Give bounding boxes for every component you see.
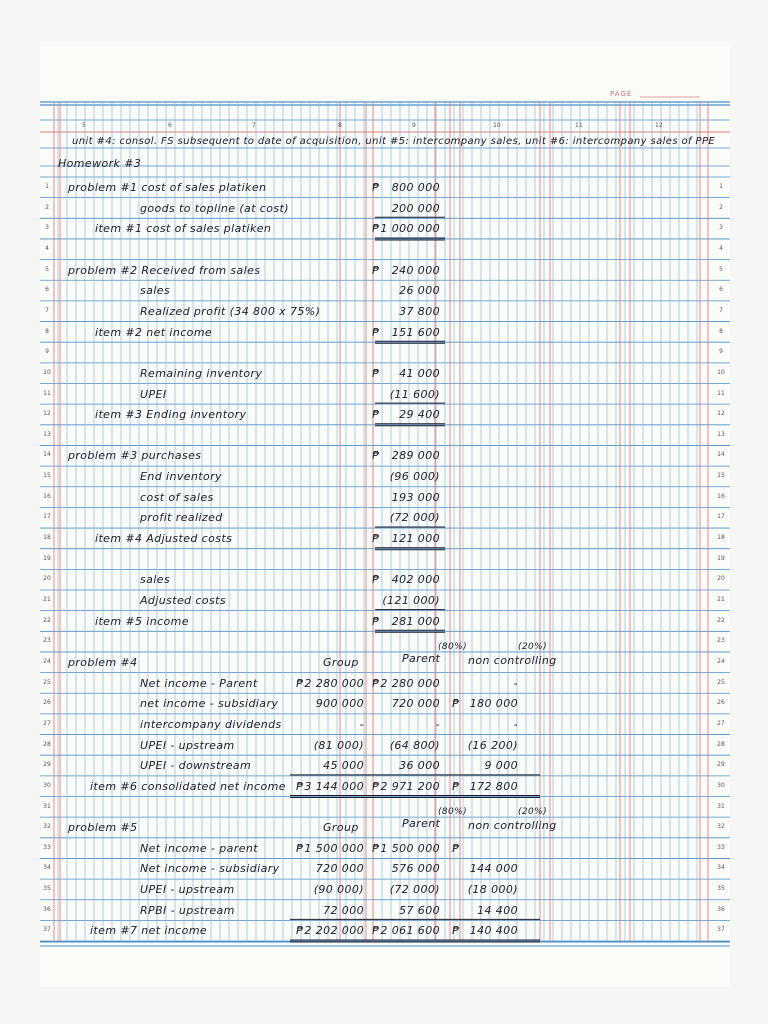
row-number-right: 3 — [719, 224, 723, 232]
row-label: net income - subsidiary — [140, 697, 279, 711]
row-number-right: 13 — [717, 430, 725, 438]
row-number-right: 7 — [719, 306, 723, 314]
row-number-right: 31 — [717, 802, 725, 810]
entry-amount: 193 000 — [391, 490, 440, 504]
row-number-left: 21 — [43, 596, 51, 603]
currency-symbol: ₱ — [372, 408, 380, 422]
group-amount: - — [359, 717, 364, 731]
parent-amount: 36 000 — [399, 759, 440, 773]
row-number-right: 29 — [717, 761, 725, 769]
row-number-left: 32 — [43, 823, 51, 831]
entry-amount: 402 000 — [391, 573, 440, 587]
parent-amount: 2 971 200 — [380, 779, 440, 793]
entry-amount: 200 000 — [391, 201, 440, 215]
group-amount: 45 000 — [323, 759, 364, 773]
currency-symbol: ₱ — [296, 779, 304, 793]
row-label: Net income - Parent — [140, 676, 258, 690]
row-label: UPEI - upstream — [140, 883, 235, 897]
column-number: 8 — [338, 122, 342, 129]
entry-label: goods to topline (at cost) — [140, 201, 289, 215]
row-label: RPBI - upstream — [140, 903, 235, 917]
row-number-left: 34 — [43, 864, 51, 872]
group-amount: 720 000 — [315, 862, 364, 876]
currency-symbol: ₱ — [372, 924, 380, 938]
entry-label: sales — [140, 573, 171, 587]
currency-symbol: ₱ — [452, 779, 460, 793]
row-number-left: 5 — [45, 265, 49, 273]
currency-symbol: ₱ — [296, 841, 304, 855]
entry-amount: 800 000 — [391, 181, 440, 194]
row-number-right: 22 — [717, 616, 725, 624]
nci-amount: 140 400 — [469, 924, 518, 938]
row-number-right: 10 — [717, 368, 725, 376]
row-number-right: 16 — [717, 492, 725, 500]
row-number-right: 15 — [717, 472, 725, 480]
nci-amount: 172 800 — [469, 779, 518, 793]
row-number-left: 2 — [45, 203, 49, 211]
column-number: 5 — [82, 122, 86, 129]
row-number-right: 37 — [717, 926, 725, 934]
row-number-left: 27 — [43, 719, 51, 727]
row-number-right: 23 — [717, 637, 725, 645]
nci-amount: 180 000 — [469, 697, 518, 711]
row-number-right: 36 — [717, 905, 725, 913]
row-number-left: 37 — [43, 926, 51, 934]
entry-label: UPEI — [140, 387, 167, 401]
row-number-left: 36 — [43, 905, 51, 913]
nci-column-header: non controlling — [468, 819, 557, 833]
row-number-left: 30 — [43, 781, 51, 789]
parent-amount: (64 800) — [389, 738, 440, 752]
entry-amount: 281 000 — [391, 614, 440, 628]
nci-percent: (20%) — [518, 641, 548, 652]
row-number-left: 26 — [43, 699, 51, 707]
group-amount: 900 000 — [315, 697, 364, 711]
entry-amount: (96 000) — [389, 470, 440, 484]
page-label: PAGE — [610, 90, 633, 98]
entry-label: item #1 cost of sales platiken — [95, 222, 272, 236]
entry-amount: 240 000 — [391, 263, 440, 277]
currency-symbol: ₱ — [372, 263, 380, 277]
row-number-right: 20 — [717, 575, 725, 583]
row-number-left: 3 — [45, 224, 49, 232]
row-number-left: 29 — [43, 761, 51, 769]
nci-column-header: non controlling — [468, 653, 557, 667]
currency-symbol: ₱ — [372, 449, 380, 463]
column-number: 9 — [412, 122, 416, 129]
entry-label: Remaining inventory — [140, 366, 263, 380]
row-number-right: 21 — [717, 596, 725, 603]
entry-label: Realized profit (34 800 x 75%) — [140, 304, 321, 318]
group-amount: (90 000) — [313, 883, 364, 897]
entry-label: item #5 income — [95, 614, 189, 628]
problem-title: problem #5 — [68, 821, 138, 835]
problem-title: problem #4 — [68, 655, 138, 669]
row-number-left: 11 — [43, 389, 51, 397]
nci-amount: 14 400 — [477, 903, 518, 917]
entry-amount: 1 000 000 — [380, 222, 440, 236]
parent-percent: (80%) — [438, 807, 468, 818]
row-number-right: 9 — [719, 348, 723, 356]
entry-amount: 151 600 — [391, 325, 440, 339]
parent-percent: (80%) — [438, 641, 468, 652]
row-number-left: 19 — [43, 554, 51, 562]
parent-amount: 576 000 — [391, 862, 440, 876]
row-number-right: 2 — [719, 203, 723, 211]
row-number-right: 34 — [717, 864, 725, 872]
nci-amount: 9 000 — [484, 759, 518, 773]
group-amount: 2 280 000 — [304, 676, 364, 690]
entry-label: problem #1 cost of sales platiken — [68, 181, 267, 194]
row-number-right: 30 — [717, 781, 725, 789]
row-number-right: 1 — [719, 183, 723, 190]
group-amount: 1 500 000 — [304, 841, 364, 855]
row-number-left: 18 — [43, 534, 51, 542]
row-number-left: 1 — [45, 183, 49, 190]
header-line-1: unit #4: consol. FS subsequent to date of acquisition, unit #5: intercompany sales, unit #6: intercompany sales of PPE — [72, 136, 716, 147]
row-number-right: 19 — [717, 554, 725, 562]
row-label: UPEI - upstream — [140, 738, 235, 752]
entry-amount: (11 600) — [389, 387, 440, 401]
row-number-left: 24 — [43, 657, 51, 665]
currency-symbol: ₱ — [372, 841, 380, 855]
row-number-right: 5 — [719, 265, 723, 273]
currency-symbol: ₱ — [296, 676, 304, 690]
entry-amount: 41 000 — [399, 366, 440, 380]
row-number-left: 22 — [43, 616, 51, 624]
group-column-header: Group — [323, 821, 359, 835]
row-number-right: 26 — [717, 699, 725, 707]
row-number-right: 35 — [717, 885, 725, 893]
parent-column-header: Parent — [402, 817, 441, 831]
row-number-left: 31 — [43, 802, 51, 810]
row-number-left: 7 — [45, 306, 49, 314]
row-number-right: 12 — [717, 410, 725, 418]
row-number-right: 18 — [717, 534, 725, 542]
currency-symbol: ₱ — [372, 532, 380, 546]
entry-label: problem #2 Received from sales — [68, 263, 261, 277]
entry-amount: (72 000) — [389, 511, 440, 525]
entry-label: Adjusted costs — [140, 594, 226, 607]
row-number-right: 6 — [719, 286, 723, 294]
row-number-left: 20 — [43, 575, 51, 583]
row-label: item #7 net income — [90, 924, 208, 938]
row-number-left: 16 — [43, 492, 51, 500]
row-number-left: 14 — [43, 451, 51, 459]
row-number-left: 13 — [43, 430, 51, 438]
nci-amount: (18 000) — [467, 883, 518, 897]
nci-amount: (16 200) — [467, 738, 518, 752]
group-amount: 72 000 — [323, 903, 364, 917]
group-amount: 2 202 000 — [304, 924, 364, 938]
nci-amount: - — [513, 676, 518, 690]
entry-amount: 26 000 — [399, 284, 440, 298]
entry-label: item #3 Ending inventory — [95, 408, 247, 422]
currency-symbol: ₱ — [452, 841, 460, 855]
currency-symbol: ₱ — [452, 697, 460, 711]
entry-amount: 29 400 — [399, 408, 440, 422]
row-number-left: 25 — [43, 678, 51, 686]
currency-symbol: ₱ — [372, 779, 380, 793]
currency-symbol: ₱ — [372, 573, 380, 587]
row-number-left: 4 — [45, 244, 49, 252]
row-label: UPEI - downstream — [140, 759, 252, 773]
row-label: item #6 consolidated net income — [90, 779, 286, 793]
column-number: 7 — [252, 122, 256, 129]
column-number: 11 — [575, 122, 583, 129]
parent-amount: 1 500 000 — [380, 841, 440, 855]
column-number: 6 — [168, 122, 172, 129]
column-number: 10 — [493, 122, 501, 129]
parent-amount: 57 600 — [399, 903, 440, 917]
row-number-right: 33 — [717, 843, 725, 851]
row-number-left: 35 — [43, 885, 51, 893]
row-number-left: 6 — [45, 286, 49, 294]
row-number-right: 11 — [717, 389, 725, 397]
currency-symbol: ₱ — [296, 924, 304, 938]
row-number-right: 28 — [717, 740, 725, 748]
nci-percent: (20%) — [518, 807, 548, 818]
nci-amount: 144 000 — [469, 862, 518, 876]
row-number-right: 25 — [717, 678, 725, 686]
row-number-right: 24 — [717, 657, 725, 665]
header-line-2: Homework #3 — [58, 157, 142, 170]
row-number-left: 12 — [43, 410, 51, 418]
row-number-right: 8 — [719, 327, 723, 335]
row-number-left: 10 — [43, 368, 51, 376]
entry-label: End inventory — [140, 470, 222, 484]
entry-label: item #4 Adjusted costs — [95, 532, 233, 546]
parent-amount: 2 280 000 — [380, 676, 440, 690]
entry-amount: 37 800 — [399, 304, 440, 318]
currency-symbol: ₱ — [452, 924, 460, 938]
nci-amount: - — [513, 717, 518, 731]
row-number-right: 32 — [717, 823, 725, 831]
row-number-left: 17 — [43, 513, 51, 521]
parent-amount: 720 000 — [391, 697, 440, 711]
group-column-header: Group — [323, 655, 359, 669]
entry-amount: 121 000 — [391, 532, 440, 546]
row-number-right: 27 — [717, 719, 725, 727]
row-number-left: 23 — [43, 637, 51, 645]
parent-column-header: Parent — [402, 651, 441, 665]
row-number-left: 28 — [43, 740, 51, 748]
entry-label: sales — [140, 284, 171, 298]
row-number-left: 15 — [43, 472, 51, 480]
entry-amount: (121 000) — [382, 594, 440, 607]
group-amount: 3 144 000 — [304, 779, 364, 793]
row-number-left: 9 — [45, 348, 49, 356]
entry-label: profit realized — [140, 511, 223, 525]
currency-symbol: ₱ — [372, 614, 380, 628]
row-label: Net income - subsidiary — [140, 862, 280, 876]
parent-amount: (72 000) — [389, 883, 440, 897]
row-number-right: 4 — [719, 244, 723, 252]
row-number-right: 17 — [717, 513, 725, 521]
currency-symbol: ₱ — [372, 181, 380, 194]
row-number-left: 8 — [45, 327, 49, 335]
entry-label: cost of sales — [140, 490, 214, 504]
row-number-right: 14 — [717, 451, 725, 459]
entry-amount: 289 000 — [391, 449, 440, 463]
currency-symbol: ₱ — [372, 222, 380, 236]
parent-amount: - — [435, 717, 440, 731]
currency-symbol: ₱ — [372, 366, 380, 380]
row-label: intercompany dividends — [140, 717, 282, 731]
entry-label: problem #3 purchases — [68, 449, 202, 463]
currency-symbol: ₱ — [372, 676, 380, 690]
row-number-left: 33 — [43, 843, 51, 851]
row-label: Net income - parent — [140, 841, 258, 855]
parent-amount: 2 061 600 — [380, 924, 440, 938]
column-number: 12 — [655, 122, 663, 129]
entry-label: item #2 net income — [95, 325, 213, 339]
group-amount: (81 000) — [313, 738, 364, 752]
currency-symbol: ₱ — [372, 325, 380, 339]
ledger-sheet — [40, 42, 730, 987]
